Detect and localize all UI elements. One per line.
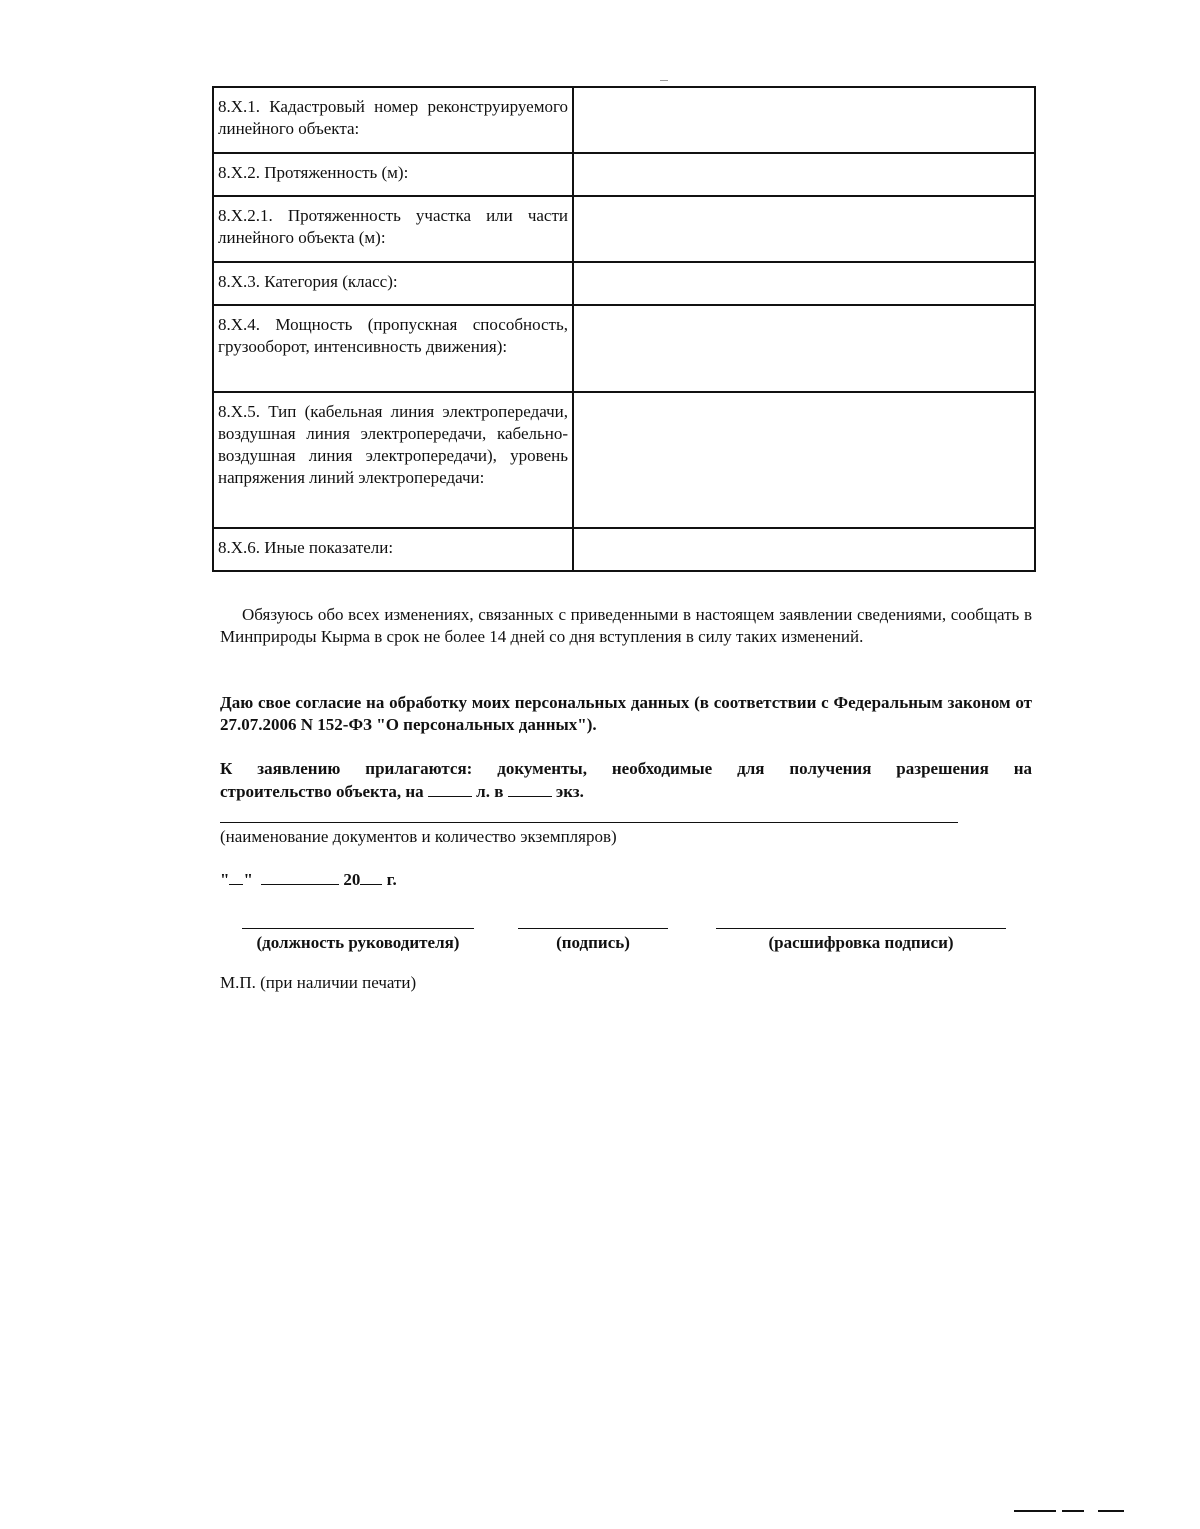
day-field[interactable]	[229, 868, 243, 885]
table-row	[213, 87, 1035, 153]
documents-line[interactable]	[220, 822, 958, 823]
signature-line[interactable]	[518, 928, 668, 929]
seal-note: М.П. (при наличии печати)	[220, 973, 417, 992]
decoding-caption: (расшифровка подписи)	[768, 933, 954, 952]
signature-caption: (подпись)	[556, 933, 630, 952]
date-quote: "	[243, 870, 253, 889]
copies-count-field[interactable]	[508, 780, 552, 797]
sheets-count-field[interactable]	[428, 780, 472, 797]
decoding-signature-line[interactable]	[716, 928, 1006, 929]
row-value-field[interactable]	[573, 153, 1035, 196]
documents-caption: (наименование документов и количество экземпляров)	[220, 827, 617, 846]
attachments-text: экз.	[555, 782, 584, 801]
footer-dash	[1014, 1510, 1056, 1512]
row-label: 8.Х.6. Иные показатели:	[213, 528, 573, 571]
table-row	[213, 528, 1035, 571]
attachments-text: л. в	[476, 782, 504, 801]
row-value-field[interactable]	[573, 392, 1035, 528]
row-value-field[interactable]	[573, 87, 1035, 153]
scan-mark	[660, 80, 668, 81]
year-field[interactable]	[360, 868, 382, 885]
row-label: 8.Х.1. Кадастровый номер реконструируемого линейного объекта:	[213, 87, 573, 153]
table-row	[213, 262, 1035, 305]
row-label: 8.Х.3. Категория (класс):	[213, 262, 573, 305]
row-value-field[interactable]	[573, 528, 1035, 571]
attachments-paragraph	[220, 758, 1032, 803]
date-quote: "	[220, 870, 230, 889]
year-suffix: г.	[386, 870, 397, 889]
footer-dash	[1062, 1510, 1084, 1512]
row-label: 8.Х.2. Протяженность (м):	[213, 153, 573, 196]
attachments-line: К заявлению прилагаются: документы, необходимые для получения разрешения на	[220, 759, 1032, 778]
row-value-field[interactable]	[573, 305, 1035, 392]
row-label: 8.Х.4. Мощность (пропускная способность, грузооборот, интенсивность движения):	[213, 305, 573, 392]
consent-paragraph: Даю свое согласие на обработку моих персональных данных (в соответствии с Федеральным законом от 27.07.2006 N 152-ФЗ "О персональных данных").	[220, 693, 1032, 734]
row-label: 8.Х.2.1. Протяженность участка или части линейного объекта (м):	[213, 196, 573, 262]
position-signature-line[interactable]	[242, 928, 474, 929]
position-caption: (должность руководителя)	[256, 933, 460, 952]
attachments-text: строительство объекта, на	[220, 782, 424, 801]
commitment-paragraph: Обязуюсь обо всех изменениях, связанных с приведенными в настоящем заявлении сведениями, сообщать в Минприроды Кырма в срок не более 14 дней со дня вступления в силу таких изменений.	[220, 605, 1032, 646]
footer-dash	[1098, 1510, 1124, 1512]
table-row	[213, 392, 1035, 528]
object-parameters-table	[212, 86, 1036, 572]
table-row	[213, 196, 1035, 262]
year-prefix: 20	[343, 870, 361, 889]
date-line	[220, 868, 397, 891]
row-value-field[interactable]	[573, 262, 1035, 305]
month-field[interactable]	[261, 868, 339, 885]
row-value-field[interactable]	[573, 196, 1035, 262]
row-label: 8.Х.5. Тип (кабельная линия электропередачи, воздушная линия электропередачи, кабельно-воздушная линия электропередачи), уровень напряжения линий электропередачи:	[213, 392, 573, 528]
table-row	[213, 305, 1035, 392]
table-row	[213, 153, 1035, 196]
